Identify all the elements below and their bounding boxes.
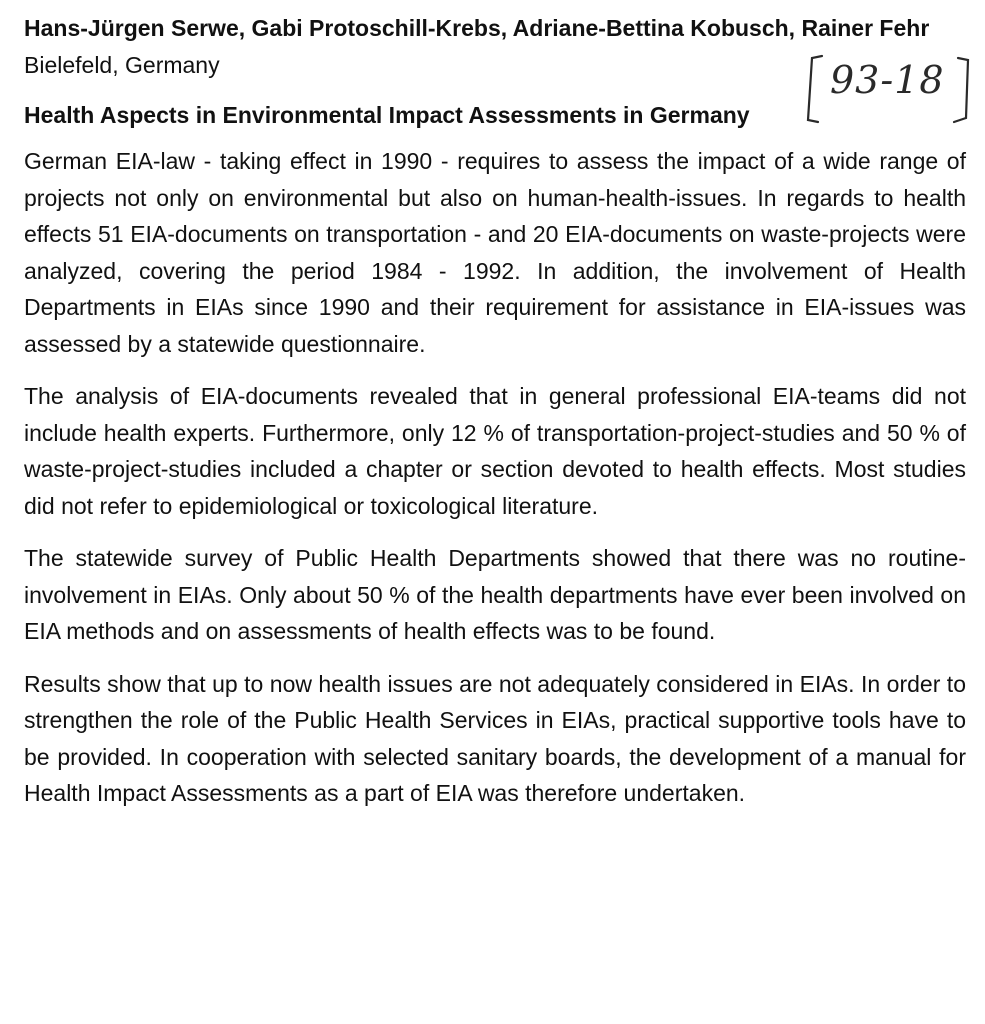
paragraph-2: The analysis of EIA-documents revealed that in general professional EIA-teams did not include health experts. Furthermore, only 12 % of transportation-project-studies and 50 % of waste-project-studies included a chapter or section devoted to health effects. Most studies did not refer to epidemiological or toxicological literature. — [24, 383, 966, 519]
paragraph-4: Results show that up to now health issues are not adequately considered in EIAs. In order to strengthen the role of the Public Health Services in EIAs, practical supportive tools have to be provided. In cooperation with selected sanitary boards, the development of a manual for Health Impact Assessments as a part of EIA was therefore undertaken. — [24, 670, 966, 806]
article-title: Health Aspects in Environmental Impact Assessments in Germany — [24, 102, 750, 128]
handwritten-annotation — [800, 50, 980, 130]
paragraph-1: German EIA-law - taking effect in 1990 - requires to assess the impact of a wide range of projects not only on environmental but also on human-health-issues. In regards to health effects 51 EIA-documents on transportation - and 20 EIA-documents on waste-projects were analyzed, covering the period 1984 - 1992. In addition, the involvement of Health Departments in EIAs since 1990 and their requirement for assistance in EIA-issues was assessed by a statewide questionnaire. — [24, 148, 966, 357]
author-list: Hans-Jürgen Serwe, Gabi Protoschill-Krebs, Adriane-Bettina Kobusch, Rainer Fehr — [24, 15, 930, 41]
paragraph-3: The statewide survey of Public Health Departments showed that there was no routine-involvement in EIAs. Only about 50 % of the health departments have ever been involved on EIA methods and on assessments of health effects was to be found. — [24, 545, 966, 644]
affiliation: Bielefeld, Germany — [24, 52, 220, 78]
handwritten-note: 93-18 — [830, 58, 945, 102]
document-page — [24, 10, 966, 828]
